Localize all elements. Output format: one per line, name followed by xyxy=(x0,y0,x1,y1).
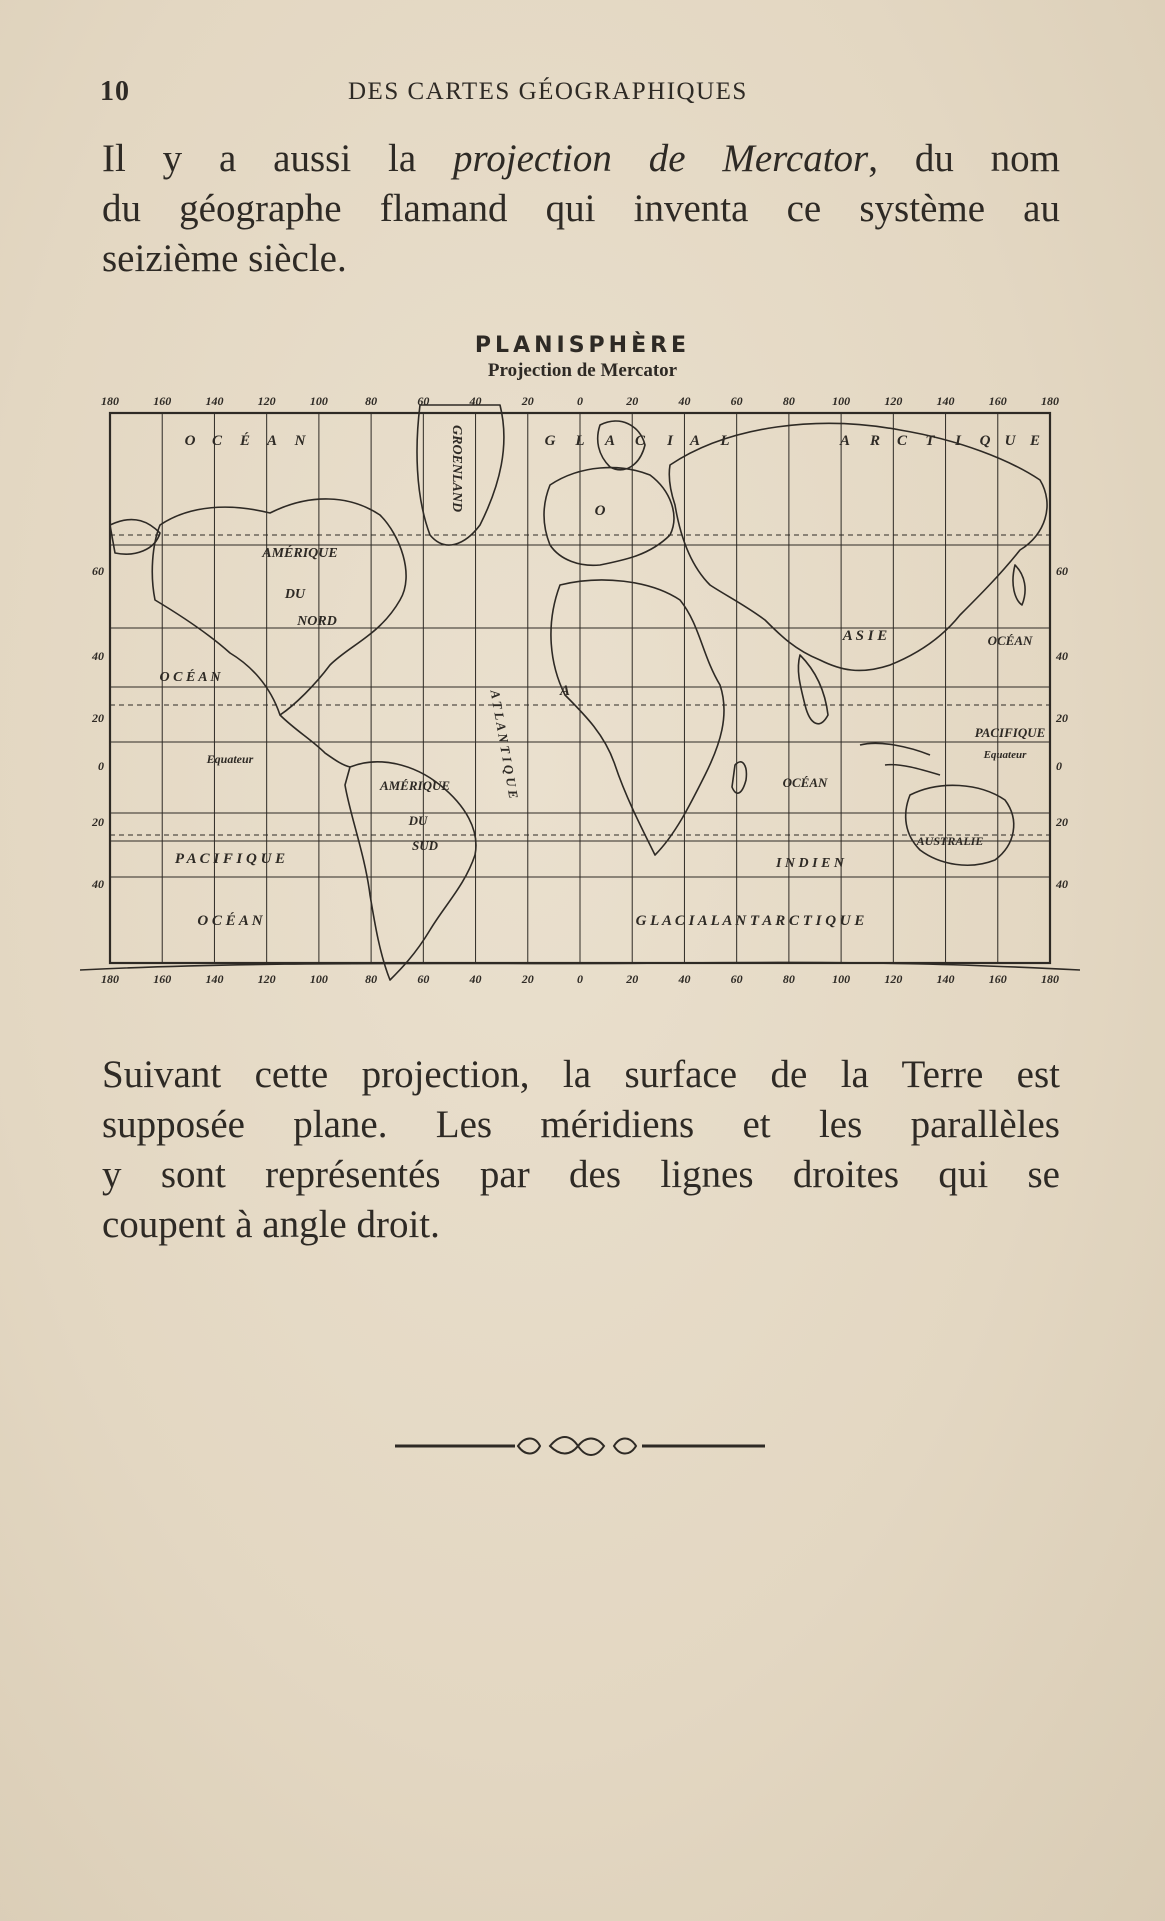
longitude-label-top: 40 xyxy=(678,394,691,408)
text-line: y sont représentés par des lignes droites qui se xyxy=(102,1153,1060,1196)
text-line: coupent à angle droit. xyxy=(102,1203,440,1246)
arctic-ocean-letter: L xyxy=(720,433,730,449)
north-america-du-label: DU xyxy=(284,587,306,602)
longitude-label-top: 40 xyxy=(469,394,482,408)
longitude-label-bottom: 60 xyxy=(417,972,430,985)
longitude-label-bottom: 160 xyxy=(153,972,172,985)
indian-ocean-label: OCÉAN xyxy=(782,775,828,790)
longitude-label-bottom: 80 xyxy=(782,972,795,985)
longitude-label-bottom: 20 xyxy=(521,972,534,985)
text-line: du géographe flamand qui inventa ce système au xyxy=(102,187,1060,230)
indonesia-outline xyxy=(860,743,940,775)
longitude-label-bottom: 160 xyxy=(988,972,1007,985)
equator-label-left: Equateur xyxy=(206,752,254,766)
longitude-label-top: 120 xyxy=(884,394,903,408)
south-america-sud-label: SUD xyxy=(411,838,439,853)
south-america-du-label: DU xyxy=(408,813,428,828)
longitude-label-top: 80 xyxy=(365,394,378,408)
longitude-label-bottom: 120 xyxy=(257,972,276,985)
antarctic-ocean-label: G L A C I A L A N T A R C T I Q U E xyxy=(635,913,865,929)
longitude-label-top: 100 xyxy=(309,394,328,408)
mercator-world-map xyxy=(80,385,1080,985)
longitude-label-top: 180 xyxy=(101,394,119,408)
text-line xyxy=(102,134,1060,184)
arctic-ocean-letter: E xyxy=(1029,433,1041,449)
latitude-label-left: 60 xyxy=(92,564,104,578)
latitude-label-left: 20 xyxy=(92,711,104,725)
alaska-outline xyxy=(110,520,160,555)
arctic-ocean-letter: A xyxy=(604,433,616,449)
arctic-ocean-letter: G xyxy=(544,433,556,449)
text-segment: , du nom xyxy=(868,137,1060,180)
longitude-label-top: 140 xyxy=(205,394,224,408)
india-outline xyxy=(798,655,828,724)
longitude-label-top: 120 xyxy=(257,394,276,408)
arctic-ocean-letter: I xyxy=(667,433,673,449)
longitude-label-bottom: 60 xyxy=(730,972,743,985)
madagascar-outline xyxy=(732,762,746,793)
text-line: seizième siècle. xyxy=(102,237,347,280)
longitude-label-bottom: 180 xyxy=(101,972,119,985)
longitude-label-top: 20 xyxy=(626,394,639,408)
longitude-label-top: 0 xyxy=(577,394,583,408)
arctic-ocean-letter: O xyxy=(184,433,196,449)
italic-term: projection de Mercator xyxy=(453,137,869,180)
page-header xyxy=(100,76,1060,110)
longitude-label-top: 60 xyxy=(417,394,430,408)
page-number: 10 xyxy=(100,76,130,107)
arctic-ocean-letter: I xyxy=(955,433,961,449)
pacific-ocean-label-right: OCÉAN xyxy=(987,633,1033,648)
japan-outline xyxy=(1013,565,1025,605)
longitude-label-bottom: 40 xyxy=(469,972,482,985)
indian-label: I N D I E N xyxy=(775,856,845,871)
arctic-ocean-letter: T xyxy=(925,433,935,449)
south-america-outline xyxy=(345,762,476,980)
africa-outline xyxy=(551,580,724,855)
decorative-ornament xyxy=(390,1426,770,1466)
text-segment: Il y a aussi la xyxy=(102,137,453,180)
longitude-label-top: 60 xyxy=(730,394,743,408)
longitude-label-top: 180 xyxy=(1041,394,1059,408)
arctic-ocean-letter: L xyxy=(575,433,585,449)
longitude-label-top: 160 xyxy=(153,394,172,408)
text-line: Suivant cette projection, la surface de la Terre est xyxy=(102,1053,1060,1096)
latitude-label-left: 40 xyxy=(92,877,104,891)
longitude-label-top: 160 xyxy=(988,394,1007,408)
equator-label-right: Equateur xyxy=(983,749,1027,761)
longitude-label-bottom: 180 xyxy=(1041,972,1059,985)
southern-ocean-label: O C É A N xyxy=(197,913,263,929)
arctic-ocean-letter: A xyxy=(266,433,278,449)
arctic-ocean-letter: C xyxy=(211,433,223,449)
running-title: DES CARTES GÉOGRAPHIQUES xyxy=(348,78,748,105)
longitude-label-top: 100 xyxy=(832,394,851,408)
longitude-label-bottom: 140 xyxy=(205,972,224,985)
longitude-label-top: 80 xyxy=(782,394,795,408)
north-america-nord-label: NORD xyxy=(297,614,337,629)
europe-outline xyxy=(544,468,674,566)
arctic-ocean-letter: C xyxy=(896,433,908,449)
latitude-label-right: 40 xyxy=(1056,649,1068,663)
paragraph-mercator-intro xyxy=(102,134,1060,284)
latitude-label-right: 60 xyxy=(1056,564,1068,578)
longitude-label-bottom: 80 xyxy=(365,972,378,985)
longitude-label-top: 20 xyxy=(521,394,534,408)
latitude-label-left: 40 xyxy=(92,649,104,663)
figure-title: PLANISPHÈRE xyxy=(474,333,691,358)
longitude-label-bottom: 100 xyxy=(832,972,851,985)
text-line: supposée plane. Les méridiens et les parallèles xyxy=(102,1103,1060,1146)
longitude-label-bottom: 120 xyxy=(884,972,903,985)
longitude-label-bottom: 20 xyxy=(626,972,639,985)
latitude-label-right: 0 xyxy=(1056,759,1062,773)
arctic-ocean-letter: N xyxy=(294,433,306,449)
latitude-label-right: 20 xyxy=(1056,815,1068,829)
map-a-label: A xyxy=(559,683,571,699)
pacific-ocean-label-left: P A C I F I Q U E xyxy=(174,851,286,867)
atlantic-label: A T L A N T I Q U E xyxy=(487,688,522,800)
arctic-ocean-letter: A xyxy=(689,433,701,449)
longitude-label-bottom: 0 xyxy=(577,972,583,985)
figure-subtitle: Projection de Mercator xyxy=(487,360,678,381)
arctic-ocean-letter: U xyxy=(1004,433,1016,449)
central-america-outline xyxy=(280,715,350,767)
longitude-label-bottom: 140 xyxy=(936,972,955,985)
arctic-ocean-letter: C xyxy=(634,433,646,449)
pacific-label-right: PACIFIQUE xyxy=(974,725,1046,740)
latitude-label-right: 40 xyxy=(1056,877,1068,891)
asia-label: A S I E xyxy=(842,628,888,644)
longitude-label-top: 140 xyxy=(936,394,955,408)
atlantic-ocean-label: O C É A N xyxy=(159,670,221,685)
africa-o-label: O xyxy=(594,503,606,519)
australia-label: AUSTRALIE xyxy=(916,834,984,848)
greenland-label: GROENLAND xyxy=(449,425,464,513)
latitude-label-right: 20 xyxy=(1056,711,1068,725)
latitude-label-left: 0 xyxy=(98,759,104,773)
south-america-label: AMÉRIQUE xyxy=(379,778,451,793)
longitude-label-bottom: 100 xyxy=(309,972,328,985)
arctic-ocean-letter: A xyxy=(839,433,851,449)
arctic-ocean-letter: Q xyxy=(979,433,991,449)
arctic-ocean-letter: É xyxy=(239,433,251,449)
longitude-label-bottom: 40 xyxy=(678,972,691,985)
paragraph-projection-description xyxy=(102,1050,1060,1250)
arctic-ocean-letter: R xyxy=(869,433,881,449)
north-america-label: AMÉRIQUE xyxy=(262,546,338,561)
latitude-label-left: 20 xyxy=(92,815,104,829)
